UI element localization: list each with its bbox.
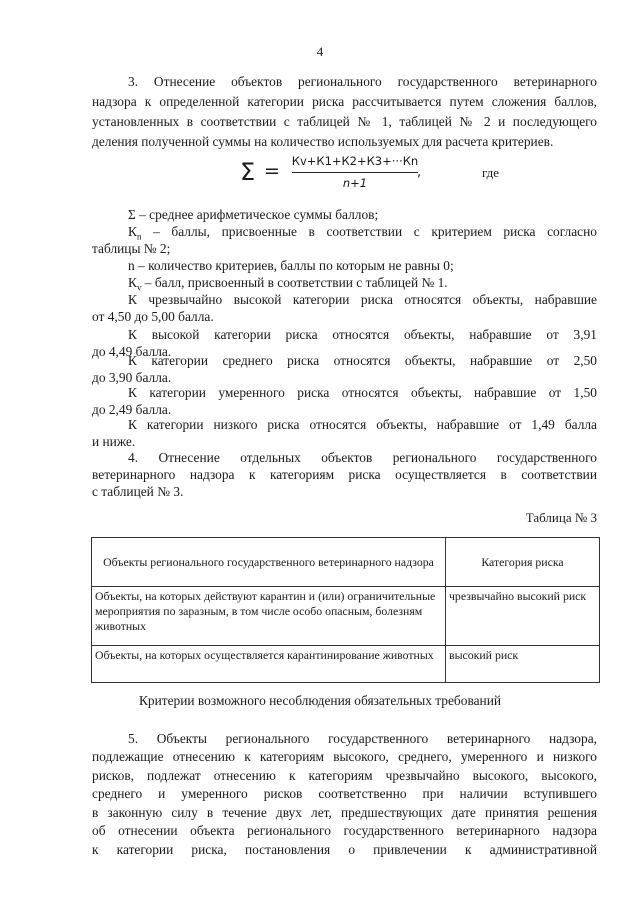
category-moderate-line: К категории умеренного риска относятся объекты, набравшие от 1,50 [128,385,597,400]
fraction-bar [292,172,418,173]
category-moderate-range: до 2,49 балла. [92,402,172,417]
kv-text: – балл, присвоенный в соответствии с таблицей № 1. [141,275,448,290]
category-high-line: К высокой категории риска относятся объекты, набравшие от 3,91 [128,327,597,342]
table-caption: Таблица № 3 [525,510,597,525]
header-objects: Объекты регионального государственного ветеринарного надзора [92,538,446,587]
paragraph-3-line: установленных в соответствии с таблицей № 1, таблицей № 2 и последующего [92,114,597,129]
table-row [92,646,600,683]
risk-category-table [91,537,600,683]
category-medium-range: до 3,90 балла. [92,370,172,385]
table-header-row [92,538,600,587]
formula-where: где [482,165,500,180]
definition-sigma: Σ – среднее арифметическое суммы баллов; [128,207,379,222]
category-medium-line: К категории среднего риска относятся объекты, набравшие от 2,50 [128,353,597,368]
category-low-range: и ниже. [92,434,136,449]
table-cell-object: Объекты, на которых осуществляется карантинирование животных [92,646,446,683]
table-row [92,587,600,646]
formula-denominator: n+1 [342,176,368,190]
header-category: Категория риска [446,538,600,587]
paragraph-3-line: деления полученной суммы на количество используемых для расчета критериев. [92,134,554,149]
category-extreme-range: от 4,50 до 5,00 балла. [92,309,214,324]
category-extreme-line: К чрезвычайно высокой категории риска относятся объекты, набравшие [128,292,597,307]
paragraph-4-line: 4. Отнесение отдельных объектов регионального государственного [128,450,597,465]
definition-kn-continued: таблицы № 2; [92,241,171,256]
section-title: Критерии возможного несоблюдения обязательных требований [138,693,502,708]
formula-numerator: Кv+К1+К2+К3+···Кn [291,154,419,168]
paragraph-5-line: среднего и умеренного рисков соответственно при наличии вступившего [92,786,597,801]
page-number: 4 [316,44,324,59]
paragraph-5-line: 5. Объекты регионального государственного ветеринарного надзора, [128,731,597,746]
kn-symbol: К [128,224,137,239]
kv-subscript: v [136,282,142,293]
category-high-range: до 4,49 балла. [92,344,172,359]
kn-text: – баллы, присвоенные в соответствии с критерием риска согласно [141,224,597,239]
category-low-line: К категории низкого риска относятся объекты, набравшие от 1,49 балла [128,417,597,432]
paragraph-3-line: надзора к определенной категории риска рассчитывается путем сложения баллов, [92,94,597,109]
paragraph-5-line: об отнесении объекта регионального государственного ветеринарного надзора [92,823,597,838]
paragraph-4-line: ветеринарного надзора к категориям риска осуществляется в соответствии [92,467,597,482]
table-cell-category: чрезвычайно высокий риск [446,587,600,646]
paragraph-5-line: рисков, подлежат отнесению к категориям чрезвычайно высокого, высокого, [92,768,597,783]
kv-symbol: К [128,275,137,290]
paragraph-5-line: подлежащие отнесению к категориям высокого, среднего, умеренного и низкого [92,749,597,764]
equals-sign: = [264,160,280,182]
paragraph-5-line: в законную силу в течение двух лет, предшествующих дате принятия решения [92,805,597,820]
paragraph-4-line: с таблицей № 3. [92,484,184,499]
paragraph-3-line: 3. Отнесение объектов регионального государственного ветеринарного [128,74,597,89]
kn-subscript: n [136,231,142,242]
table-cell-object: Объекты, на которых действуют карантин и (или) ограничительные мероприятия по заразным, в том числе особо опасным, болезням животных [92,587,446,646]
sigma-symbol: Σ [240,158,256,186]
table-cell-category: высокий риск [446,646,600,683]
definition-n: n – количество критериев, баллы по которым не равны 0; [128,258,454,273]
paragraph-5-line: к категории риска, постановления о привлечении к административной [92,842,597,857]
formula-comma: , [417,165,422,180]
